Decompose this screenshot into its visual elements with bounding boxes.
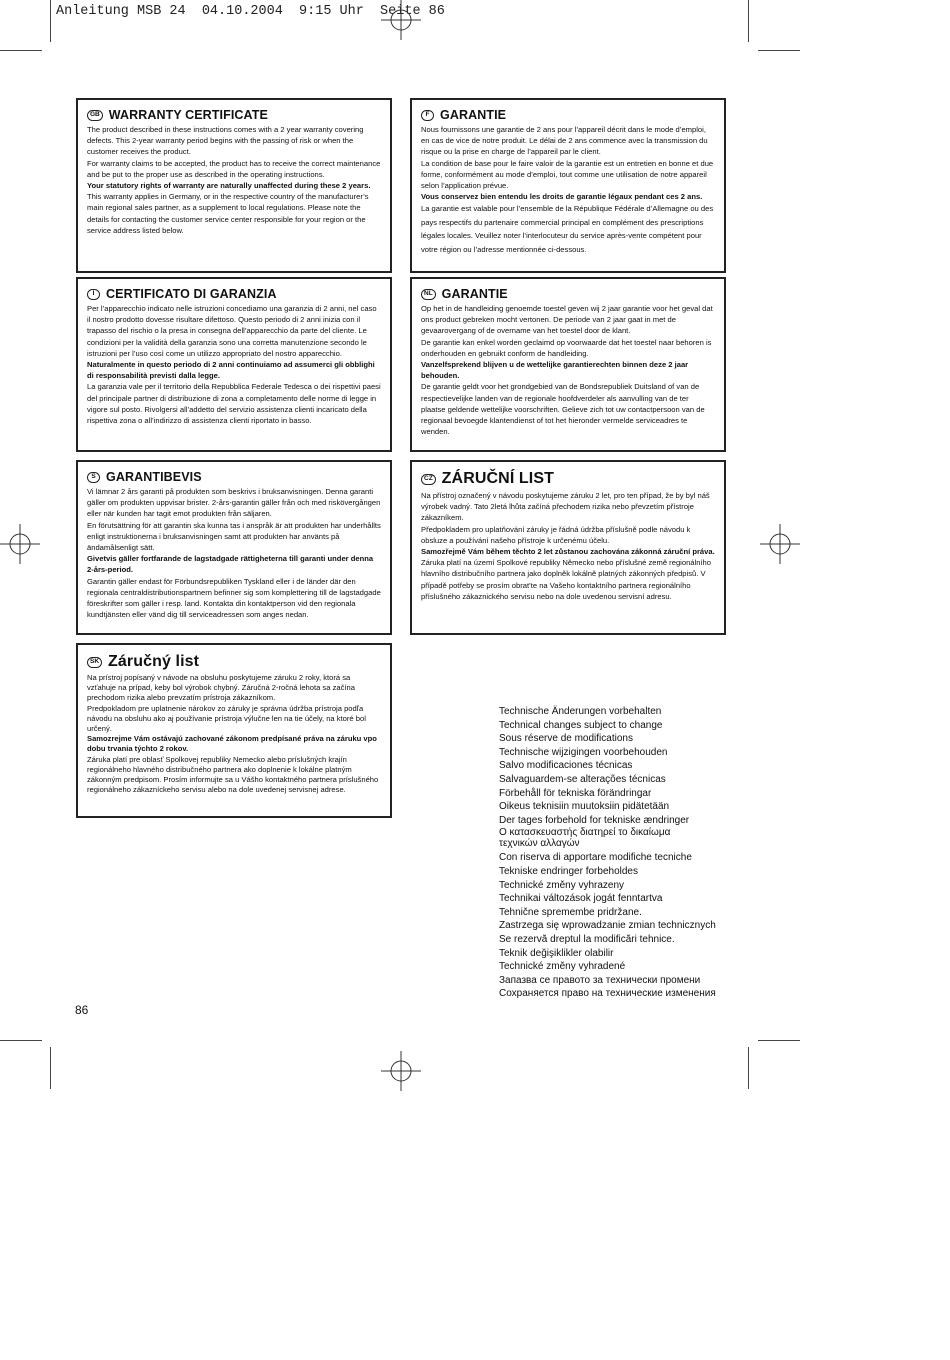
technical-change-note: Technikai változások jogát fenntartva bbox=[499, 893, 663, 905]
box-paragraph: Op het in de handleiding genoemde toestel geven wij 2 jaar garantie voor het geval dat ons product gebreken mocht vertonen. De periode van 2 jaar gaat in met de gevaarovergang of de overname van het toestel door de klant. bbox=[421, 304, 713, 336]
country-badge-f: F bbox=[421, 110, 434, 121]
box-paragraph: This warranty applies in Germany, or in the respective country of the manufacturer’s main regional sales partner, as a supplement to local regulations. Please note the details for contacting the customer service center responsible for your region or the service address listed below. bbox=[87, 192, 369, 235]
box-paragraph: For warranty claims to be accepted, the product has to receive the correct maintenance and be put to the proper use as described in the operating instructions. bbox=[87, 158, 381, 179]
technical-change-note: Se rezervă dreptul la modificări tehnice. bbox=[499, 933, 675, 945]
box-paragraph: Na prístroj popísaný v návode na obsluhu poskytujeme záruku 2 roky, ktorá sa vzťahuje na prípad, keby bol výrobok chybný. Záručná 2-ročná lehota sa začína prechodom rizika alebo prevzatím prístroja zákazníkom. bbox=[87, 673, 355, 703]
box-header bbox=[87, 287, 381, 301]
country-badge-cz: CZ bbox=[421, 474, 436, 485]
registration-mark-icon bbox=[381, 0, 421, 40]
technical-change-note: Technische wijzigingen voorbehouden bbox=[499, 746, 668, 758]
box-header bbox=[87, 653, 381, 671]
country-badge-sk: SK bbox=[87, 657, 102, 668]
warranty-box-sk bbox=[76, 643, 392, 818]
crop-mark bbox=[0, 1040, 42, 1041]
technical-change-note: Salvo modificaciones técnicas bbox=[499, 760, 633, 772]
box-paragraph-bold: Your statutory rights of warranty are naturally unaffected during these 2 years. bbox=[87, 181, 371, 191]
technical-change-note: Сохраняется право на технические изменения bbox=[499, 988, 716, 1000]
box-paragraph-bold: Samozrejme Vám ostávajú zachované zákonom predpísané práva na záruku vpo dobu trvania týchto 2 rokov. bbox=[87, 734, 377, 754]
technical-change-note: Salvaguardem-se alterações técnicas bbox=[499, 773, 666, 785]
box-title: GARANTIE bbox=[441, 287, 508, 301]
box-paragraph-bold: Vous conservez bien entendu les droits de garantie légaux pendant ces 2 ans. bbox=[421, 192, 703, 202]
technical-change-note: Technische Änderungen vorbehalten bbox=[499, 706, 662, 717]
box-title: GARANTIE bbox=[440, 108, 507, 122]
technical-change-note: Der tages forbehold for tekniske ændringer bbox=[499, 814, 690, 826]
box-header bbox=[87, 108, 381, 122]
box-title: GARANTIBEVIS bbox=[106, 470, 202, 484]
warranty-box-i bbox=[76, 277, 392, 452]
technical-change-note: Technické změny vyhradené bbox=[499, 961, 626, 973]
box-paragraph: Per l’apparecchio indicato nelle istruzioni concediamo una garanzia di 2 anni, nel caso il nostro prodotto dovesse risultare difettoso. Questo periodo di 2 anni inizia con il trapasso del rischio o la presa in consegna dell’apparecchio da parte del cliente. Le condizioni per la validità della garanzia sono una corretta manutenzione secondo le istruzioni per l’uso così come un utilizzo appropriato del nostro apparecchio. bbox=[87, 304, 377, 358]
box-paragraph: De garantie geldt voor het grondgebied van de Bondsrepubliek Duitsland of van de respectievelijke landen van de regionale hoofdverdeler als aanvulling van de ter plaatse geldende wettelijke voorschriften. Gelieve zich tot uw contactpersoon van de regionaal bevoegde klantendienst of tot het hieronder vermelde serviceadres te wenden. bbox=[421, 382, 705, 437]
crop-mark bbox=[50, 1047, 51, 1089]
technical-change-note: Förbehåll för tekniska förändringar bbox=[499, 787, 652, 799]
country-badge-i: I bbox=[87, 289, 100, 300]
technical-changes-list bbox=[499, 705, 759, 1001]
box-paragraph-bold: Vanzelfsprekend blijven u de wettelijke garantierechten binnen deze 2 jaar behouden. bbox=[421, 360, 689, 381]
registration-mark-icon bbox=[760, 524, 800, 564]
country-badge-nl: NL bbox=[421, 289, 436, 300]
printer-slug: Anleitung MSB 24 04.10.2004 9:15 Uhr Seite 86 bbox=[56, 4, 445, 19]
box-paragraph: De garantie kan enkel worden geclaimd op voorwaarde dat het toestel naar behoren is onderhouden en gebruikt conform de handleiding. bbox=[421, 337, 712, 358]
technical-change-note: Teknik değişiklikler olabilir bbox=[499, 947, 614, 959]
crop-mark bbox=[758, 50, 800, 51]
crop-mark bbox=[748, 0, 749, 42]
technical-change-note: Technické změny vyhrazeny bbox=[499, 879, 625, 891]
box-header bbox=[421, 470, 715, 488]
warranty-box-nl bbox=[410, 277, 726, 452]
box-header bbox=[421, 108, 715, 122]
registration-mark-icon bbox=[0, 524, 40, 564]
warranty-box-gb bbox=[76, 98, 392, 273]
box-title: Záručný list bbox=[108, 653, 200, 670]
crop-mark bbox=[748, 1047, 749, 1089]
crop-mark bbox=[0, 50, 42, 51]
warranty-box-s bbox=[76, 460, 392, 635]
technical-change-note: Tekniske endringer forbeholdes bbox=[499, 865, 638, 877]
box-header bbox=[421, 287, 715, 301]
crop-mark bbox=[50, 0, 51, 42]
box-paragraph: La garantie est valable pour l’ensemble de la République Fédérale d’Allemagne ou des pays respectifs du partenaire commercial principal en complément des prescriptions légales locales. Veuillez noter l’interlocuteur du service après-vente compétent pour votre région ou l’adresse mentionnée ci-dessous. bbox=[421, 204, 714, 254]
box-paragraph: Nous fournissons une garantie de 2 ans pour l’appareil décrit dans le mode d’emploi, en cas de vice de notre produit. Le délai de 2 ans commence avec la transmission du risque ou la prise en charge de l’appareil par le client. bbox=[421, 125, 708, 157]
box-title: ZÁRUČNÍ LIST bbox=[441, 470, 554, 487]
technical-change-note: Sous réserve de modifications bbox=[499, 733, 633, 745]
technical-change-note: Ο κατασκευαστής διατηρεί το δικαίωμα τεχνικών αλλαγών bbox=[499, 827, 671, 849]
technical-change-note: Technical changes subject to change bbox=[499, 719, 663, 731]
box-paragraph-bold: Givetvis gäller fortfarande de lagstadgade rättigheterna till garanti under denna 2-års-period. bbox=[87, 554, 374, 575]
technical-change-note: Oikeus teknisiin muutoksiin pidätetään bbox=[499, 801, 670, 813]
country-badge-s: S bbox=[87, 472, 100, 483]
technical-change-note: Zastrzega się wprowadzanie zmian technicznych bbox=[499, 920, 716, 932]
box-paragraph: La condition de base pour le faire valoir de la garantie est un entretien en bonne et due forme, conformément au mode d’emploi, tout comme une utilisation de notre appareil selon l’application prévue. bbox=[421, 158, 714, 191]
box-paragraph: Predpokladom pre uplatnenie nárokov zo záruky je správna údržba prístroja podľa návodu na obsluhu ako aj používanie prístroja výlučne len na tie účely, na ktoré bol určený. bbox=[87, 703, 366, 734]
warranty-box-cz bbox=[410, 460, 726, 635]
technical-change-note: Con riserva di apportare modifiche tecniche bbox=[499, 852, 692, 864]
box-paragraph: Vi lämnar 2 års garanti på produkten som beskrivs i bruksanvisningen. Denna garanti gäller om produkten uppvisar brister. 2-års-garantin gäller från och med riskövergången eller när kunden har tagit emot produkten från säljaren. bbox=[87, 487, 381, 519]
box-title: WARRANTY CERTIFICATE bbox=[108, 108, 268, 122]
page-number: 86 bbox=[75, 1003, 89, 1017]
box-paragraph: En förutsättning för att garantin ska kunna tas i anspråk är att produkten har underhållts enligt instruktionerna i bruksanvisningen samt att produkten har använts på ändamålsenligt sätt. bbox=[87, 520, 381, 553]
box-title: CERTIFICATO DI GARANZIA bbox=[106, 287, 277, 301]
box-paragraph: Záruka platí pre oblasť Spolkovej republiky Nemecko alebo príslušných krajín regionálneho hlavného distribučného partnera ako doplnenie k lokálne platným zákonným predpisom. Prosím informujte sa u Vášho kontaktného partnera príslušného regionálneho zákazníckeho servisu alebo na dole uvedenej servisnej adrese. bbox=[87, 754, 379, 795]
registration-mark-icon bbox=[381, 1051, 421, 1091]
box-header bbox=[87, 470, 381, 484]
box-paragraph: Na přístroj označený v návodu poskytujeme záruku 2 let, pro ten případ, že by byl náš výrobek vadný. Tato 2letá lhůta začíná přechodem rizika nebo převzetím přístroje zákazníkem. bbox=[421, 491, 710, 523]
warranty-box-f bbox=[410, 98, 726, 273]
technical-change-note: Запазва се правото за технически промени bbox=[499, 974, 701, 986]
box-paragraph: Garantin gäller endast för Förbundsrepubliken Tyskland eller i de länder där den regionala centraldistributionspartnern befinner sig som komplettering till de lagstadgade föreskrifter som gäller i resp. land. Kontakta din kontaktperson vid den regionala kundtjänsten eller vänd dig till serviceadressen som anges nedan. bbox=[87, 576, 381, 620]
box-paragraph-bold: Samozřejmě Vám během těchto 2 let zůstanou zachována zákonná záruční práva. bbox=[421, 547, 715, 557]
country-badge-gb: GB bbox=[87, 110, 103, 121]
box-paragraph: La garanzia vale per il territorio della Repubblica Federale Tedesca o dei rispettivi paesi del principale partner di distribuzione di zona a completamento delle norme di legge in vigore sul posto. Rivolgersi all’addetto del servizio assistenza clienti incaricato della rispettiva zona o all’indirizzo di assistenza clienti riportato in basso. bbox=[87, 382, 381, 426]
technical-change-note: Tehnične spremembe pridržane. bbox=[499, 906, 642, 918]
box-paragraph: Předpokladem pro uplatňování záruky je řádná údržba příslušně podle návodu k obsluze a používání našeho přístroje k určenému účelu. bbox=[421, 524, 691, 545]
box-paragraph-bold: Naturalmente in questo periodo di 2 anni continuiamo ad assumerci gli obblighi di responsabilità previsti dalla legge. bbox=[87, 360, 375, 381]
box-paragraph: Záruka platí na území Spolkové republiky Německo nebo příslušné země regionálního hlavního distribučního partnera jako doplněk lokálně platných zákonných předpisů. V případě potřeby se prosím obrat’te na Vašeho kontaktního partnera regionálního příslušného zákaznického servisu nebo na dole uvedenou servisní adresu. bbox=[421, 558, 711, 601]
crop-mark bbox=[758, 1040, 800, 1041]
box-paragraph: The product described in these instructions comes with a 2 year warranty covering defects. This 2-year warranty period begins with the passing of risk or when the customer receives the product. bbox=[87, 125, 364, 157]
